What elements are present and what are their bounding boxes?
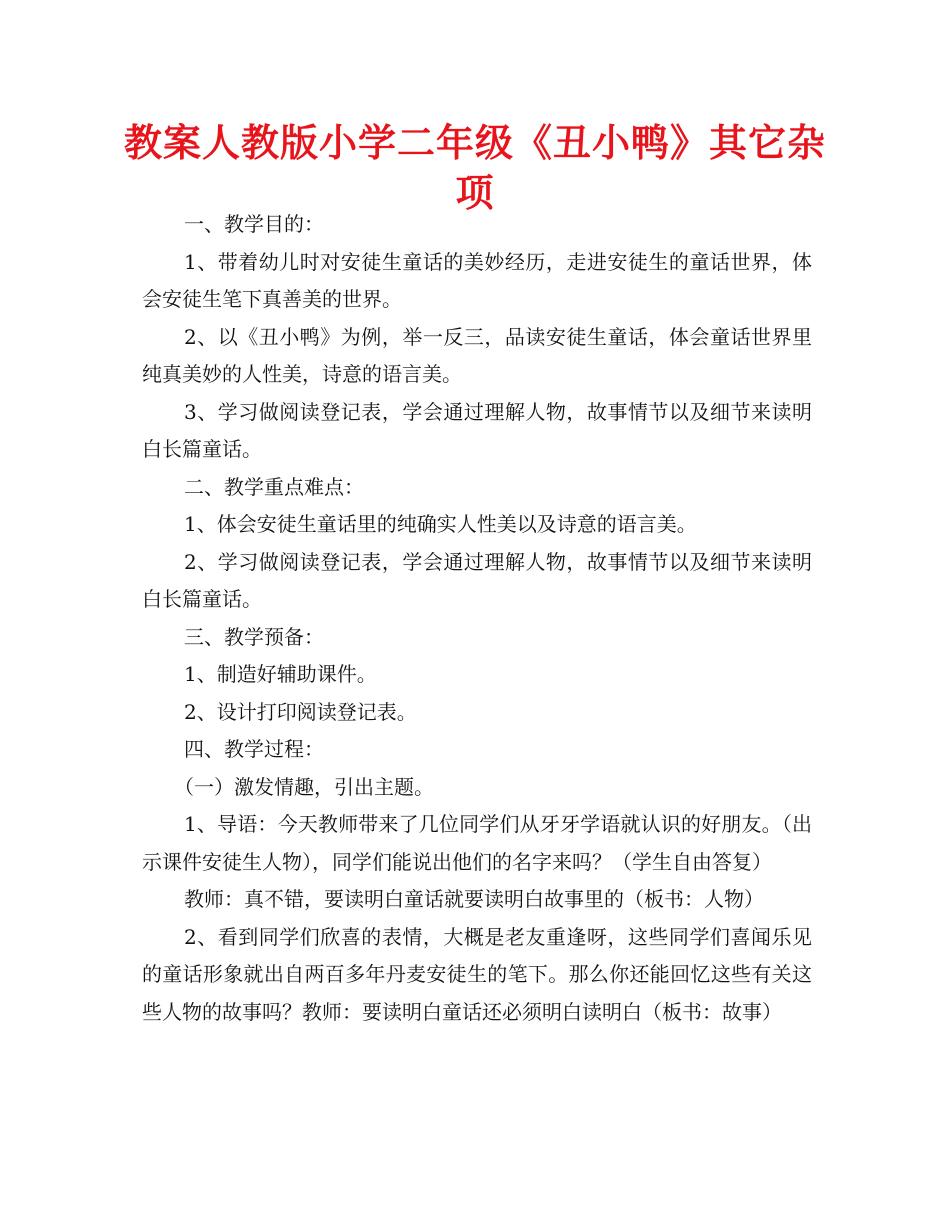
paragraph: 1、导语：今天教师带来了几位同学们从牙牙学语就认识的好朋友。（出示课件安徒生人物），同学们能说出他们的名字来吗？（学生自由答复）: [142, 812, 812, 874]
paragraph: 1、制造好辅助课件。: [184, 662, 377, 686]
paragraph: 一、教学目的：: [184, 212, 324, 236]
paragraph: 2、看到同学们欣喜的表情，大概是老友重逢呀，这些同学们喜闻乐见的童话形象就出自两百多年丹麦安徒生的笔下。那么你还能回忆这些有关这些人物的故事吗？教师：要读明白童话还必须明白读明白（板书：故事）: [142, 924, 812, 1024]
paragraph: 2、学习做阅读登记表，学会通过理解人物，故事情节以及细节来读明白长篇童话。: [142, 549, 812, 611]
page-title: 教案人教版小学二年级《丑小鸭》其它杂项: [123, 121, 826, 215]
paragraph: 2、设计打印阅读登记表。: [184, 699, 417, 724]
document-body: [142, 206, 812, 1031]
paragraph: 四、教学过程：: [184, 737, 324, 761]
paragraph: 1、体会安徒生童话里的纯确实人性美以及诗意的语言美。: [184, 512, 697, 536]
paragraph: 三、教学预备：: [184, 624, 324, 649]
paragraph: 1、带着幼儿时对安徒生童话的美妙经历，走进安徒生的童话世界，体会安徒生笔下真善美的世界。: [142, 249, 812, 311]
paragraph: 二、教学重点难点：: [184, 474, 364, 499]
paragraph: 2、以《丑小鸭》为例，举一反三，品读安徒生童话，体会童话世界里纯真美妙的人性美，诗意的语言美。: [142, 324, 812, 386]
paragraph: 3、学习做阅读登记表，学会通过理解人物，故事情节以及细节来读明白长篇童话。: [142, 399, 812, 461]
paragraph: 教师：真不错，要读明白童话就要读明白故事里的（板书：人物）: [184, 887, 764, 911]
paragraph: （一）激发情趣，引出主题。: [174, 774, 434, 799]
